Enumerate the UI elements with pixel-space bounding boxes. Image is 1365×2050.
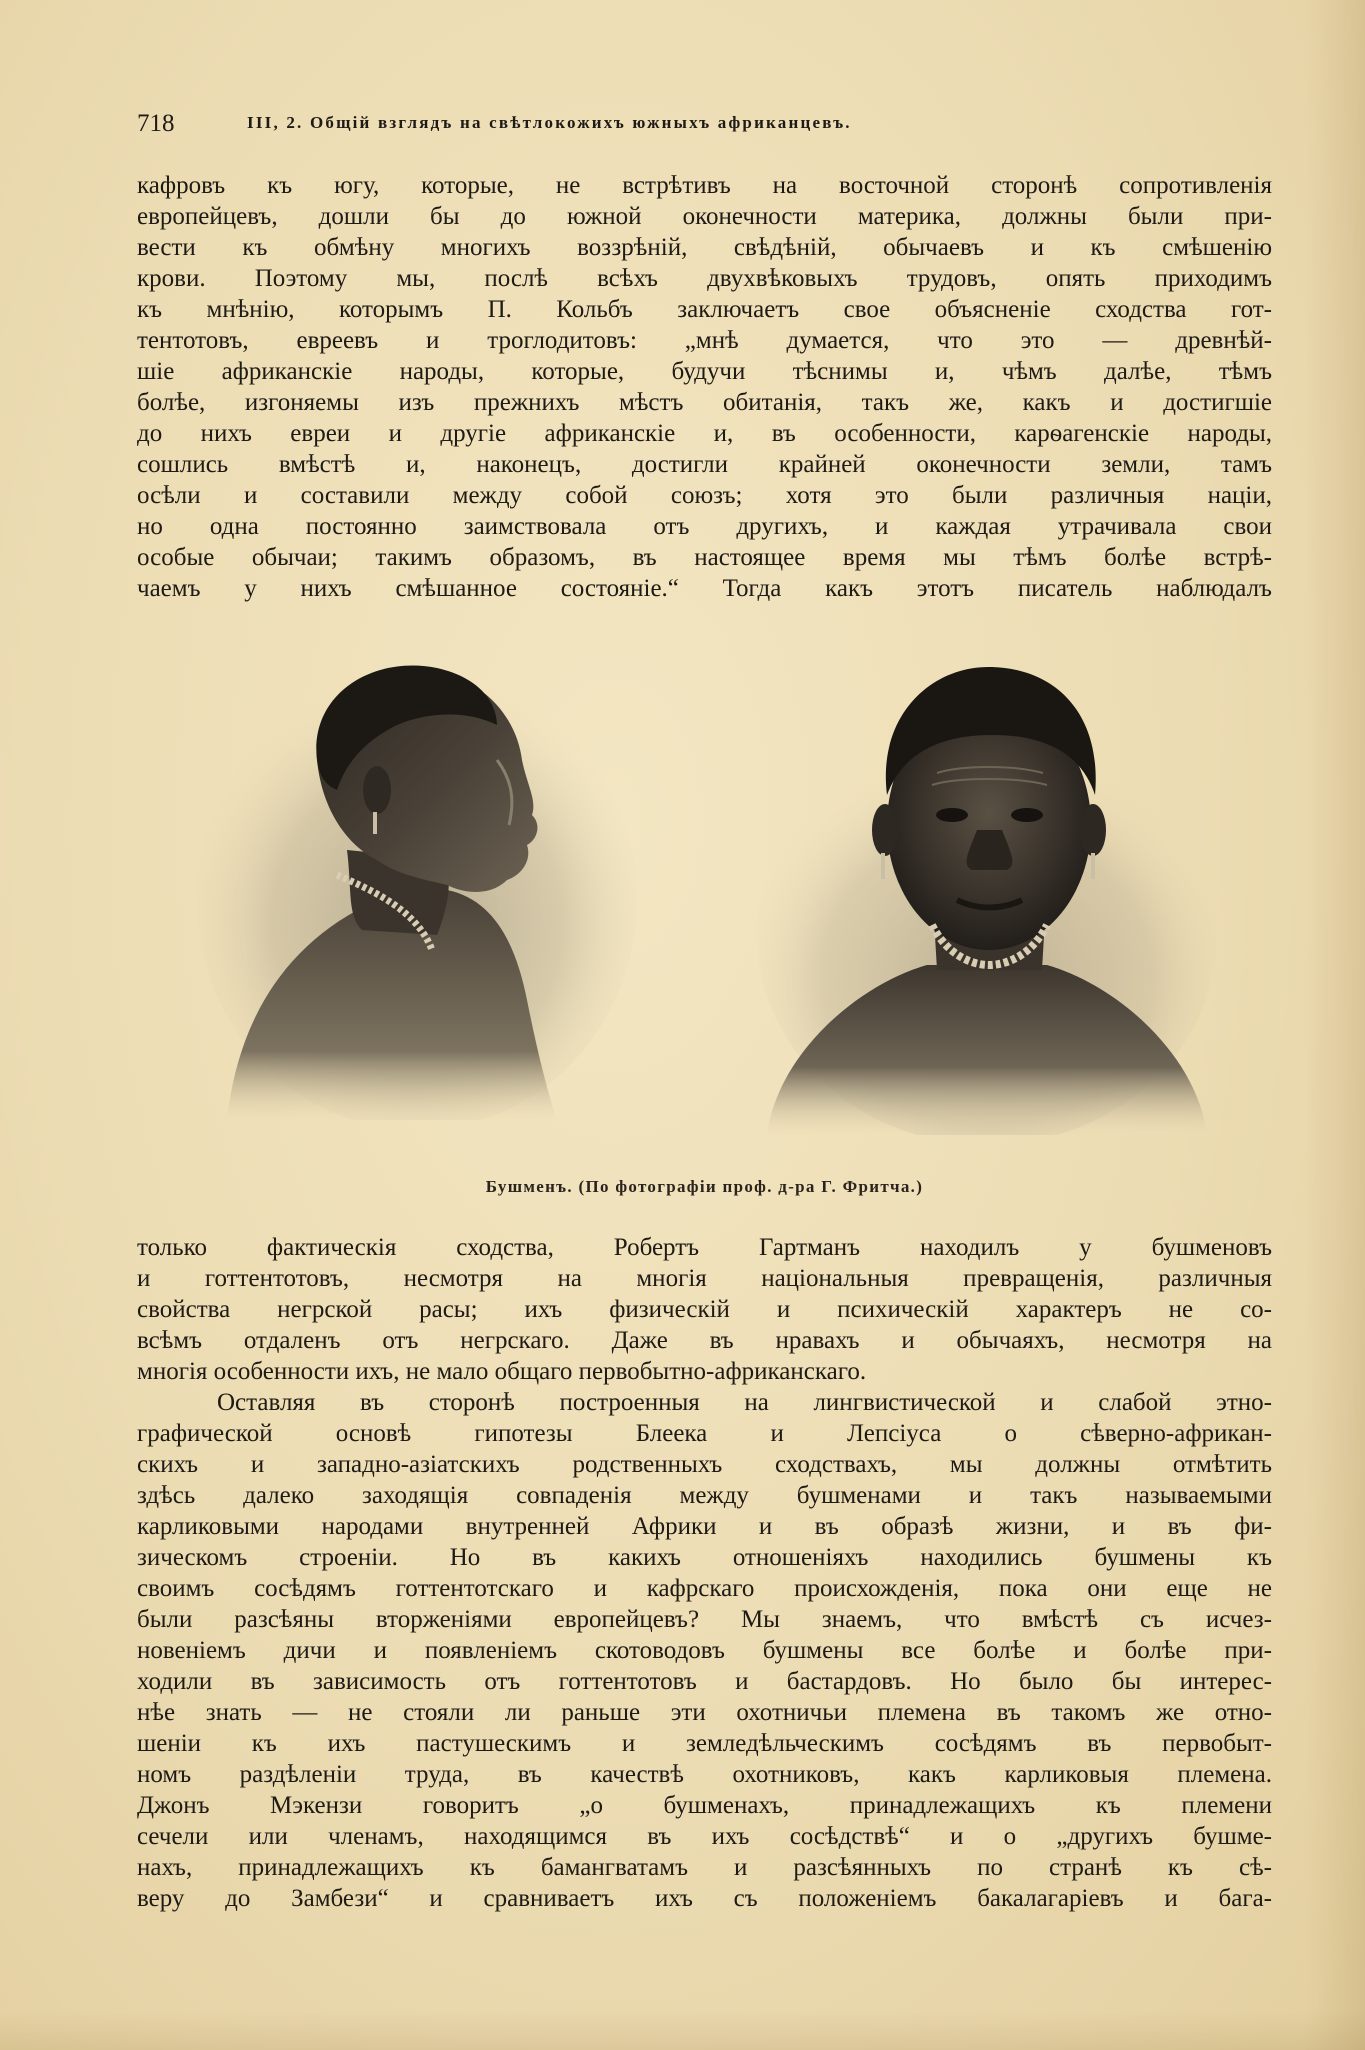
text-line: особые обычаи; такимъ образомъ, въ настоящее время мы тѣмъ болѣе встрѣ- bbox=[137, 544, 1272, 571]
text-line: своимъ сосѣдямъ готтентотскаго и кафрскаго происхожденія, пока они еще не bbox=[137, 1575, 1272, 1602]
text-line: только фактическія сходства, Робертъ Гартманъ находилъ у бушменовъ bbox=[137, 1234, 1272, 1261]
running-head: III, 2. Общій взглядъ на свѣтлокожихъ южныхъ африканцевъ. bbox=[247, 113, 852, 132]
portrait-frontal-image bbox=[757, 655, 1217, 1135]
figure-bushman-portraits bbox=[137, 640, 1272, 1200]
paragraph-bottom bbox=[137, 1232, 1272, 1914]
text-line: скихъ и западно-азіатскихъ родственныхъ сходствахъ, мы должны отмѣтить bbox=[137, 1451, 1272, 1478]
text-line: чаемъ у нихъ смѣшанное состояніе.“ Тогда какъ этотъ писатель наблюдалъ bbox=[137, 575, 1272, 602]
text-line: новеніемъ дичи и появленіемъ скотоводовъ бушмены все болѣе и болѣе при- bbox=[137, 1637, 1272, 1664]
text-line: ходили въ зависимость отъ готтентотовъ и бастардовъ. Но было бы интерес- bbox=[137, 1668, 1272, 1695]
text-line: Оставляя въ сторонѣ построенныя на лингвистической и слабой этно- bbox=[217, 1389, 1272, 1416]
text-line: здѣсь далеко заходящія совпаденія между бушменами и такъ называемыми bbox=[137, 1482, 1272, 1509]
page-number: 718 bbox=[137, 110, 175, 137]
text-line: номъ раздѣленіи труда, въ качествѣ охотниковъ, какъ карликовыя племена. bbox=[137, 1761, 1272, 1788]
text-line: сошлись вмѣстѣ и, наконецъ, достигли крайней оконечности земли, тамъ bbox=[137, 451, 1272, 478]
text-line: многія особенности ихъ, не мало общаго первобытно-африканскаго. bbox=[137, 1358, 867, 1385]
text-line: и готтентотовъ, несмотря на многія національныя превращенія, различныя bbox=[137, 1265, 1272, 1292]
figure-caption: Бушменъ. (По фотографіи проф. д-ра Г. Фритча.) bbox=[485, 1177, 924, 1196]
text-line: шеніи къ ихъ пастушескимъ и земледѣльческимъ сосѣдямъ въ первобыт- bbox=[137, 1730, 1272, 1757]
text-line: шіе африканскіе народы, которые, будучи тѣснимы и, чѣмъ далѣе, тѣмъ bbox=[137, 358, 1272, 385]
text-line: сечели или членамъ, находящимся въ ихъ сосѣдствѣ“ и о „другихъ бушме- bbox=[137, 1823, 1272, 1850]
paragraph-top bbox=[137, 170, 1272, 604]
text-line: европейцевъ, дошли бы до южной оконечности материка, должны были при- bbox=[137, 203, 1272, 230]
text-line: кафровъ къ югу, которые, не встрѣтивъ на восточной сторонѣ сопротивленія bbox=[137, 172, 1272, 199]
text-line: тентотовъ, евреевъ и троглодитовъ: „мнѣ думается, что это — древнѣй- bbox=[137, 327, 1272, 354]
text-line: веру до Замбези“ и сравниваетъ ихъ съ положеніемъ бакалагаріевъ и бага- bbox=[137, 1885, 1272, 1912]
text-line: къ мнѣнію, которымъ П. Кольбъ заключаетъ свое объясненіе сходства гот- bbox=[137, 296, 1272, 323]
text-line: нѣе знать — не стояли ли раньше эти охотничьи племена въ такомъ же отно- bbox=[137, 1699, 1272, 1726]
text-line: крови. Поэтому мы, послѣ всѣхъ двухвѣковыхъ трудовъ, опять приходимъ bbox=[137, 265, 1272, 292]
text-line: графической основѣ гипотезы Блеека и Лепсіуса о сѣверно-африкан- bbox=[137, 1420, 1272, 1447]
text-line: вести къ обмѣну многихъ воззрѣній, свѣдѣній, обычаевъ и къ смѣшенію bbox=[137, 234, 1272, 261]
text-line: свойства негрской расы; ихъ физическій и психическій характеръ не со- bbox=[137, 1296, 1272, 1323]
text-line: но одна постоянно заимствовала отъ другихъ, и каждая утрачивала свои bbox=[137, 513, 1272, 540]
text-line: всѣмъ отдаленъ отъ негрскаго. Даже въ нравахъ и обычаяхъ, несмотря на bbox=[137, 1327, 1272, 1354]
page-header bbox=[137, 110, 1277, 146]
portrait-profile-image bbox=[197, 650, 637, 1120]
page-edge-shading bbox=[1305, 0, 1365, 2050]
text-line: зическомъ строеніи. Но въ какихъ отношеніяхъ находились бушмены къ bbox=[137, 1544, 1272, 1571]
text-line: до нихъ евреи и другіе африканскіе и, въ особенности, карѳагенскіе народы, bbox=[137, 420, 1272, 447]
page-edge-shading bbox=[0, 2010, 1365, 2050]
text-line: нахъ, принадлежащихъ къ бамангватамъ и разсѣянныхъ по странѣ къ сѣ- bbox=[137, 1854, 1272, 1881]
text-line: Джонъ Мэкензи говоритъ „о бушменахъ, принадлежащихъ къ племени bbox=[137, 1792, 1272, 1819]
text-line: карликовыми народами внутренней Африки и въ образѣ жизни, и въ фи- bbox=[137, 1513, 1272, 1540]
text-line: были разсѣяны вторженіями европейцевъ? Мы знаемъ, что вмѣстѣ съ исчез- bbox=[137, 1606, 1272, 1633]
text-line: болѣе, изгоняемы изъ прежнихъ мѣстъ обитанія, такъ же, какъ и достигшіе bbox=[137, 389, 1272, 416]
text-line: осѣли и составили между собой союзъ; хотя это были различныя націи, bbox=[137, 482, 1272, 509]
